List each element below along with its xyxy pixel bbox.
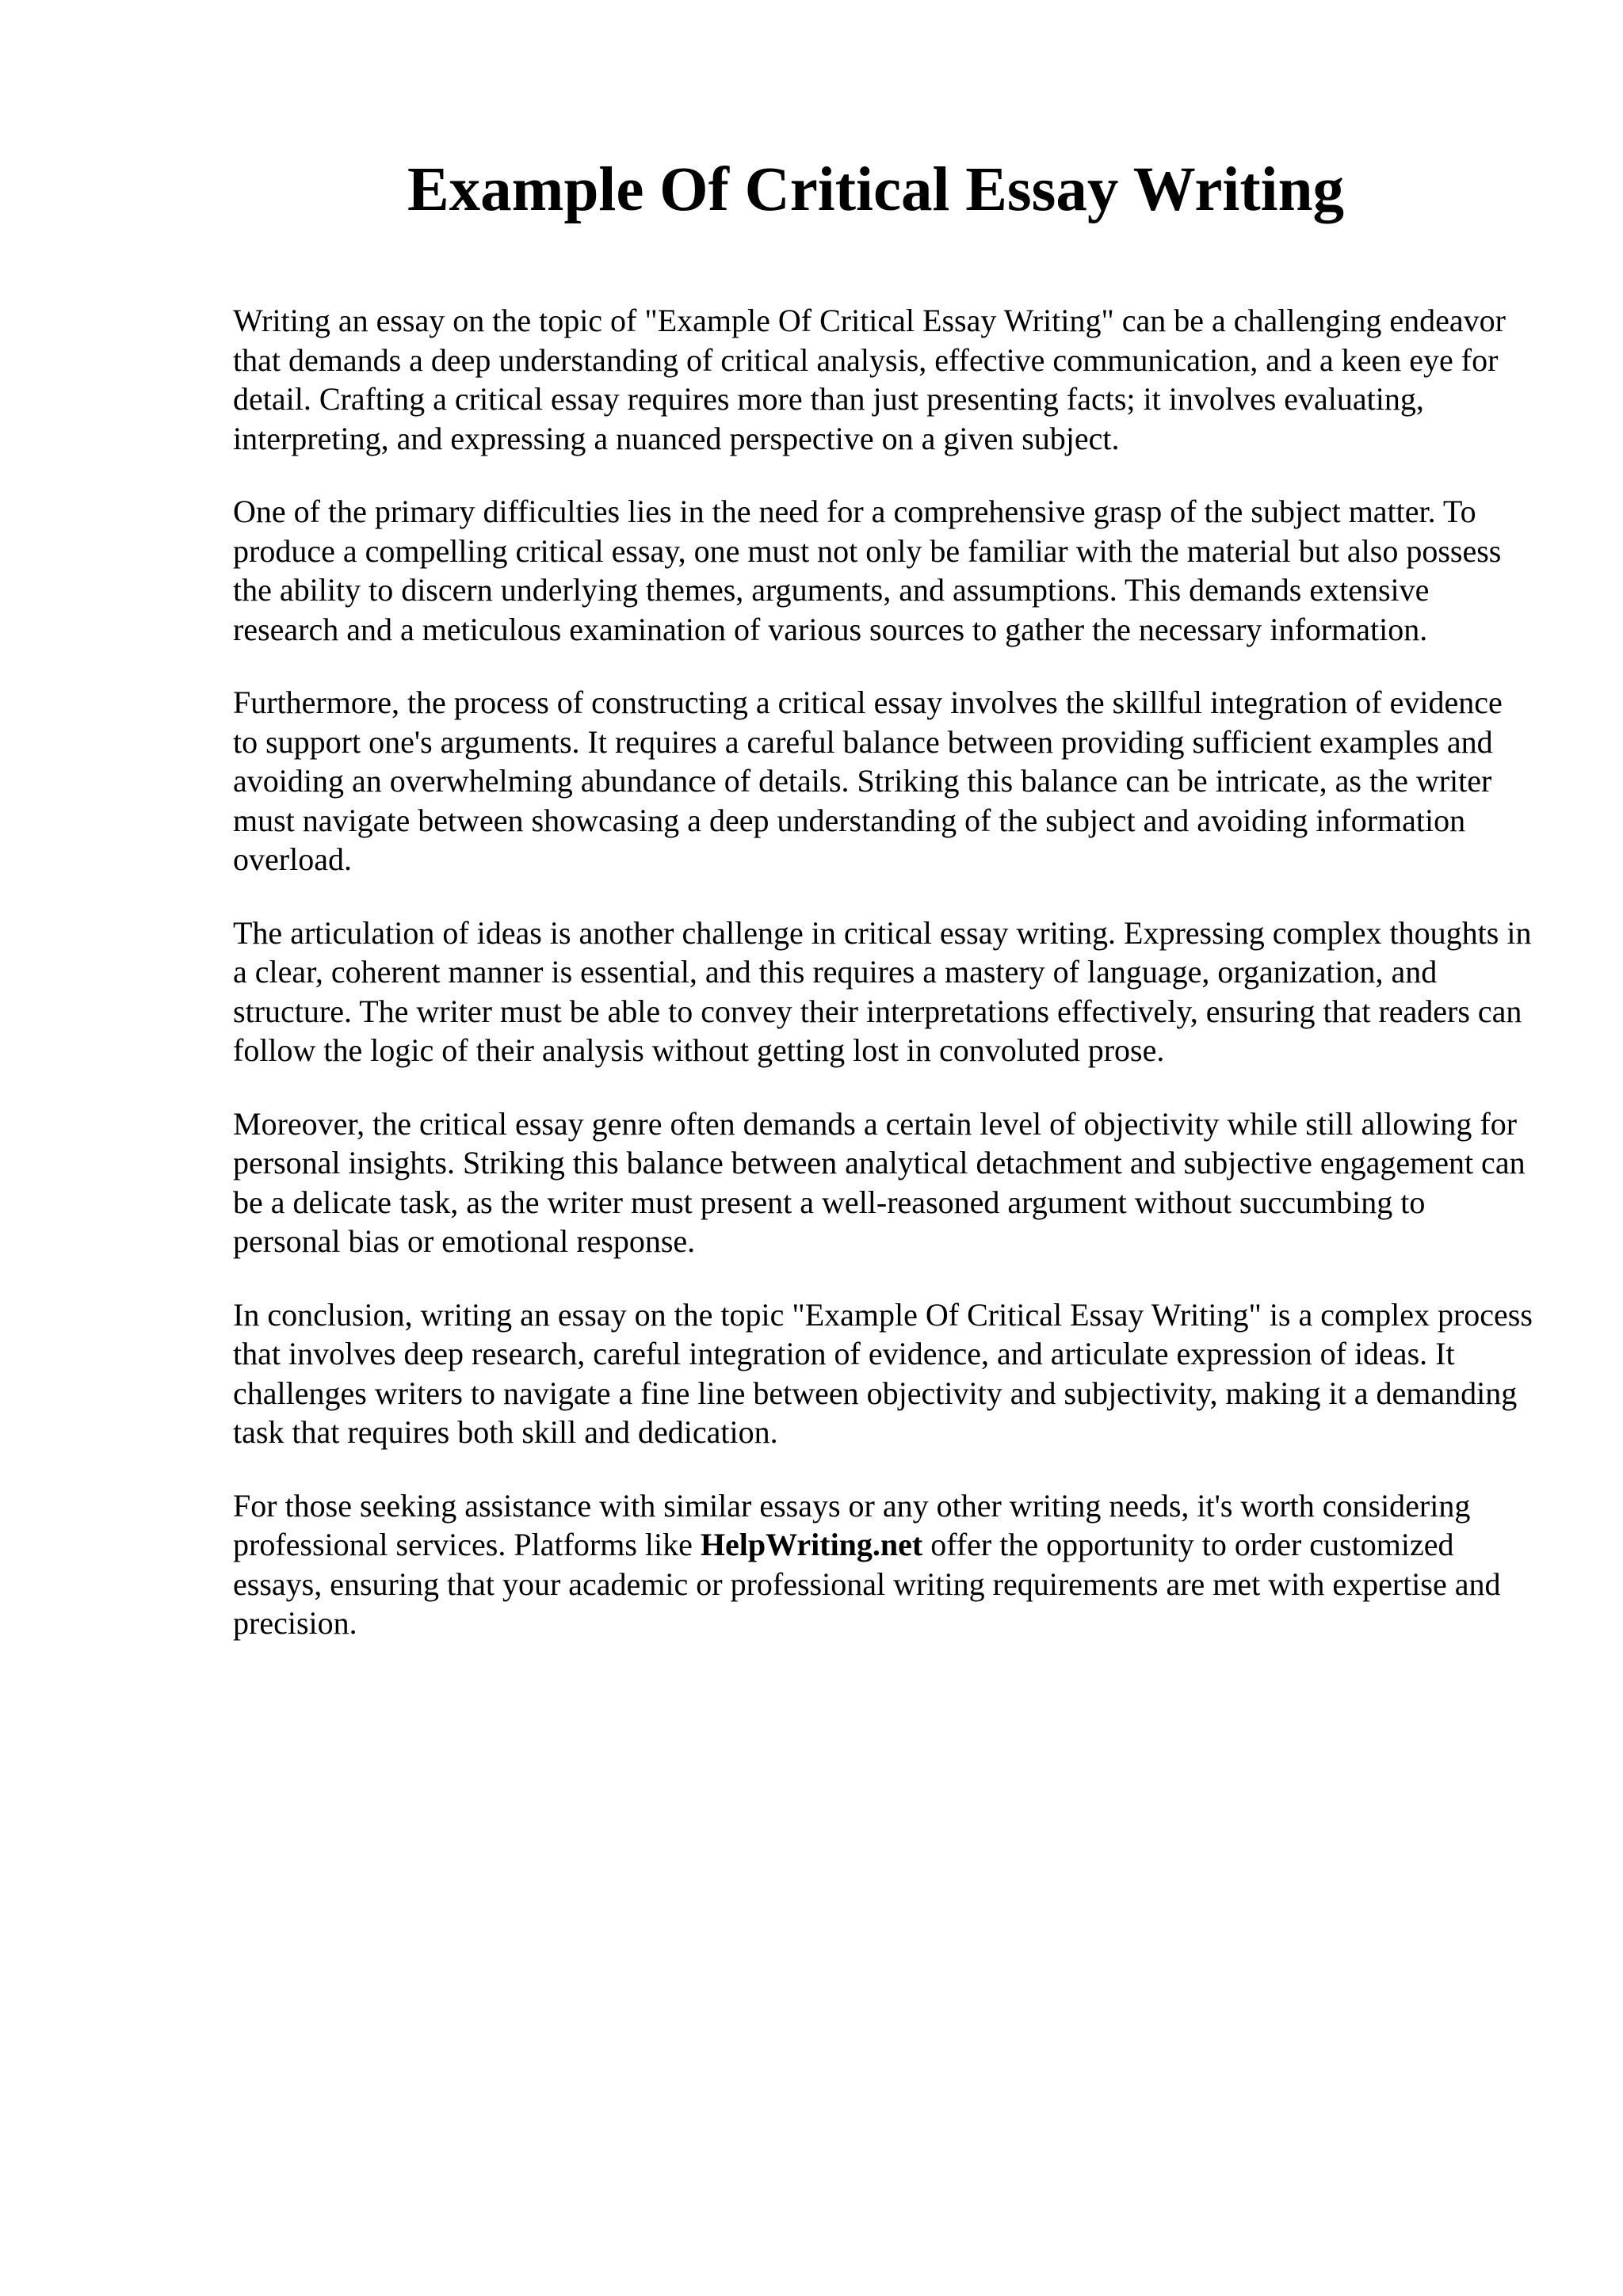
paragraph-subject-matter: One of the primary difficulties lies in the need for a comprehensive grasp of the subject matter. To produce a compelling critical essay, one must not only be familiar with the material but also possess the ability to discern underlying themes, arguments, and assumptions. This demands extensive research and a meticulous examination of various sources to gather the necessary information. xyxy=(233,494,1502,647)
paragraph-articulation: The articulation of ideas is another challenge in critical essay writing. Expressing complex thoughts in a clear, coherent manner is essential, and this requires a mastery of language, organization, and structure. The writer must be able to convey their interpretations effectively, ensuring that readers can follow the logic of their analysis without getting lost in convoluted prose. xyxy=(233,914,1532,1068)
document-body xyxy=(233,301,1533,1677)
paragraph-conclusion: In conclusion, writing an essay on the topic "Example Of Critical Essay Writing" is a complex process that involves deep research, careful integration of evidence, and articulate expression of ideas. It challenges writers to navigate a fine line between objectivity and subjectivity, making it a demanding task that requires both skill and dedication. xyxy=(233,1296,1533,1450)
paragraph-closing xyxy=(233,1486,1533,1643)
paragraph-objectivity: Moreover, the critical essay genre often demands a certain level of objectivity while still allowing for personal insights. Striking this balance between analytical detachment and subjective engagement can be a delicate task, as the writer must present a well-reasoned argument without succumbing to personal bias or emotional response. xyxy=(233,1105,1526,1259)
document-title: Example Of Critical Essay Writing xyxy=(407,155,1345,224)
brand-name: HelpWriting.net xyxy=(700,1527,923,1562)
closing-text-before: For those seeking assistance with similar essays or any other writing needs, it's worth considering professional services. Platforms like xyxy=(233,1487,1471,1562)
closing-text-after: offer the opportunity to order customized essays, ensuring that your academic or professional writing requirements are met with expertise and precision. xyxy=(233,1527,1501,1641)
paragraph-evidence: Furthermore, the process of constructing a critical essay involves the skillful integration of evidence to support one's arguments. It requires a careful balance between providing sufficient examples and avoiding an overwhelming abundance of details. Striking this balance can be intricate, as the writer must navigate between showcasing a deep understanding of the subject and avoiding information overload. xyxy=(233,685,1503,877)
paragraph-intro: Writing an essay on the topic of "Example Of Critical Essay Writing" can be a challenging endeavor that demands a deep understanding of critical analysis, effective communication, and a keen eye for detail. Crafting a critical essay requires more than just presenting facts; it involves evaluating, interpreting, and expressing a nuanced perspective on a given subject. xyxy=(233,303,1506,456)
